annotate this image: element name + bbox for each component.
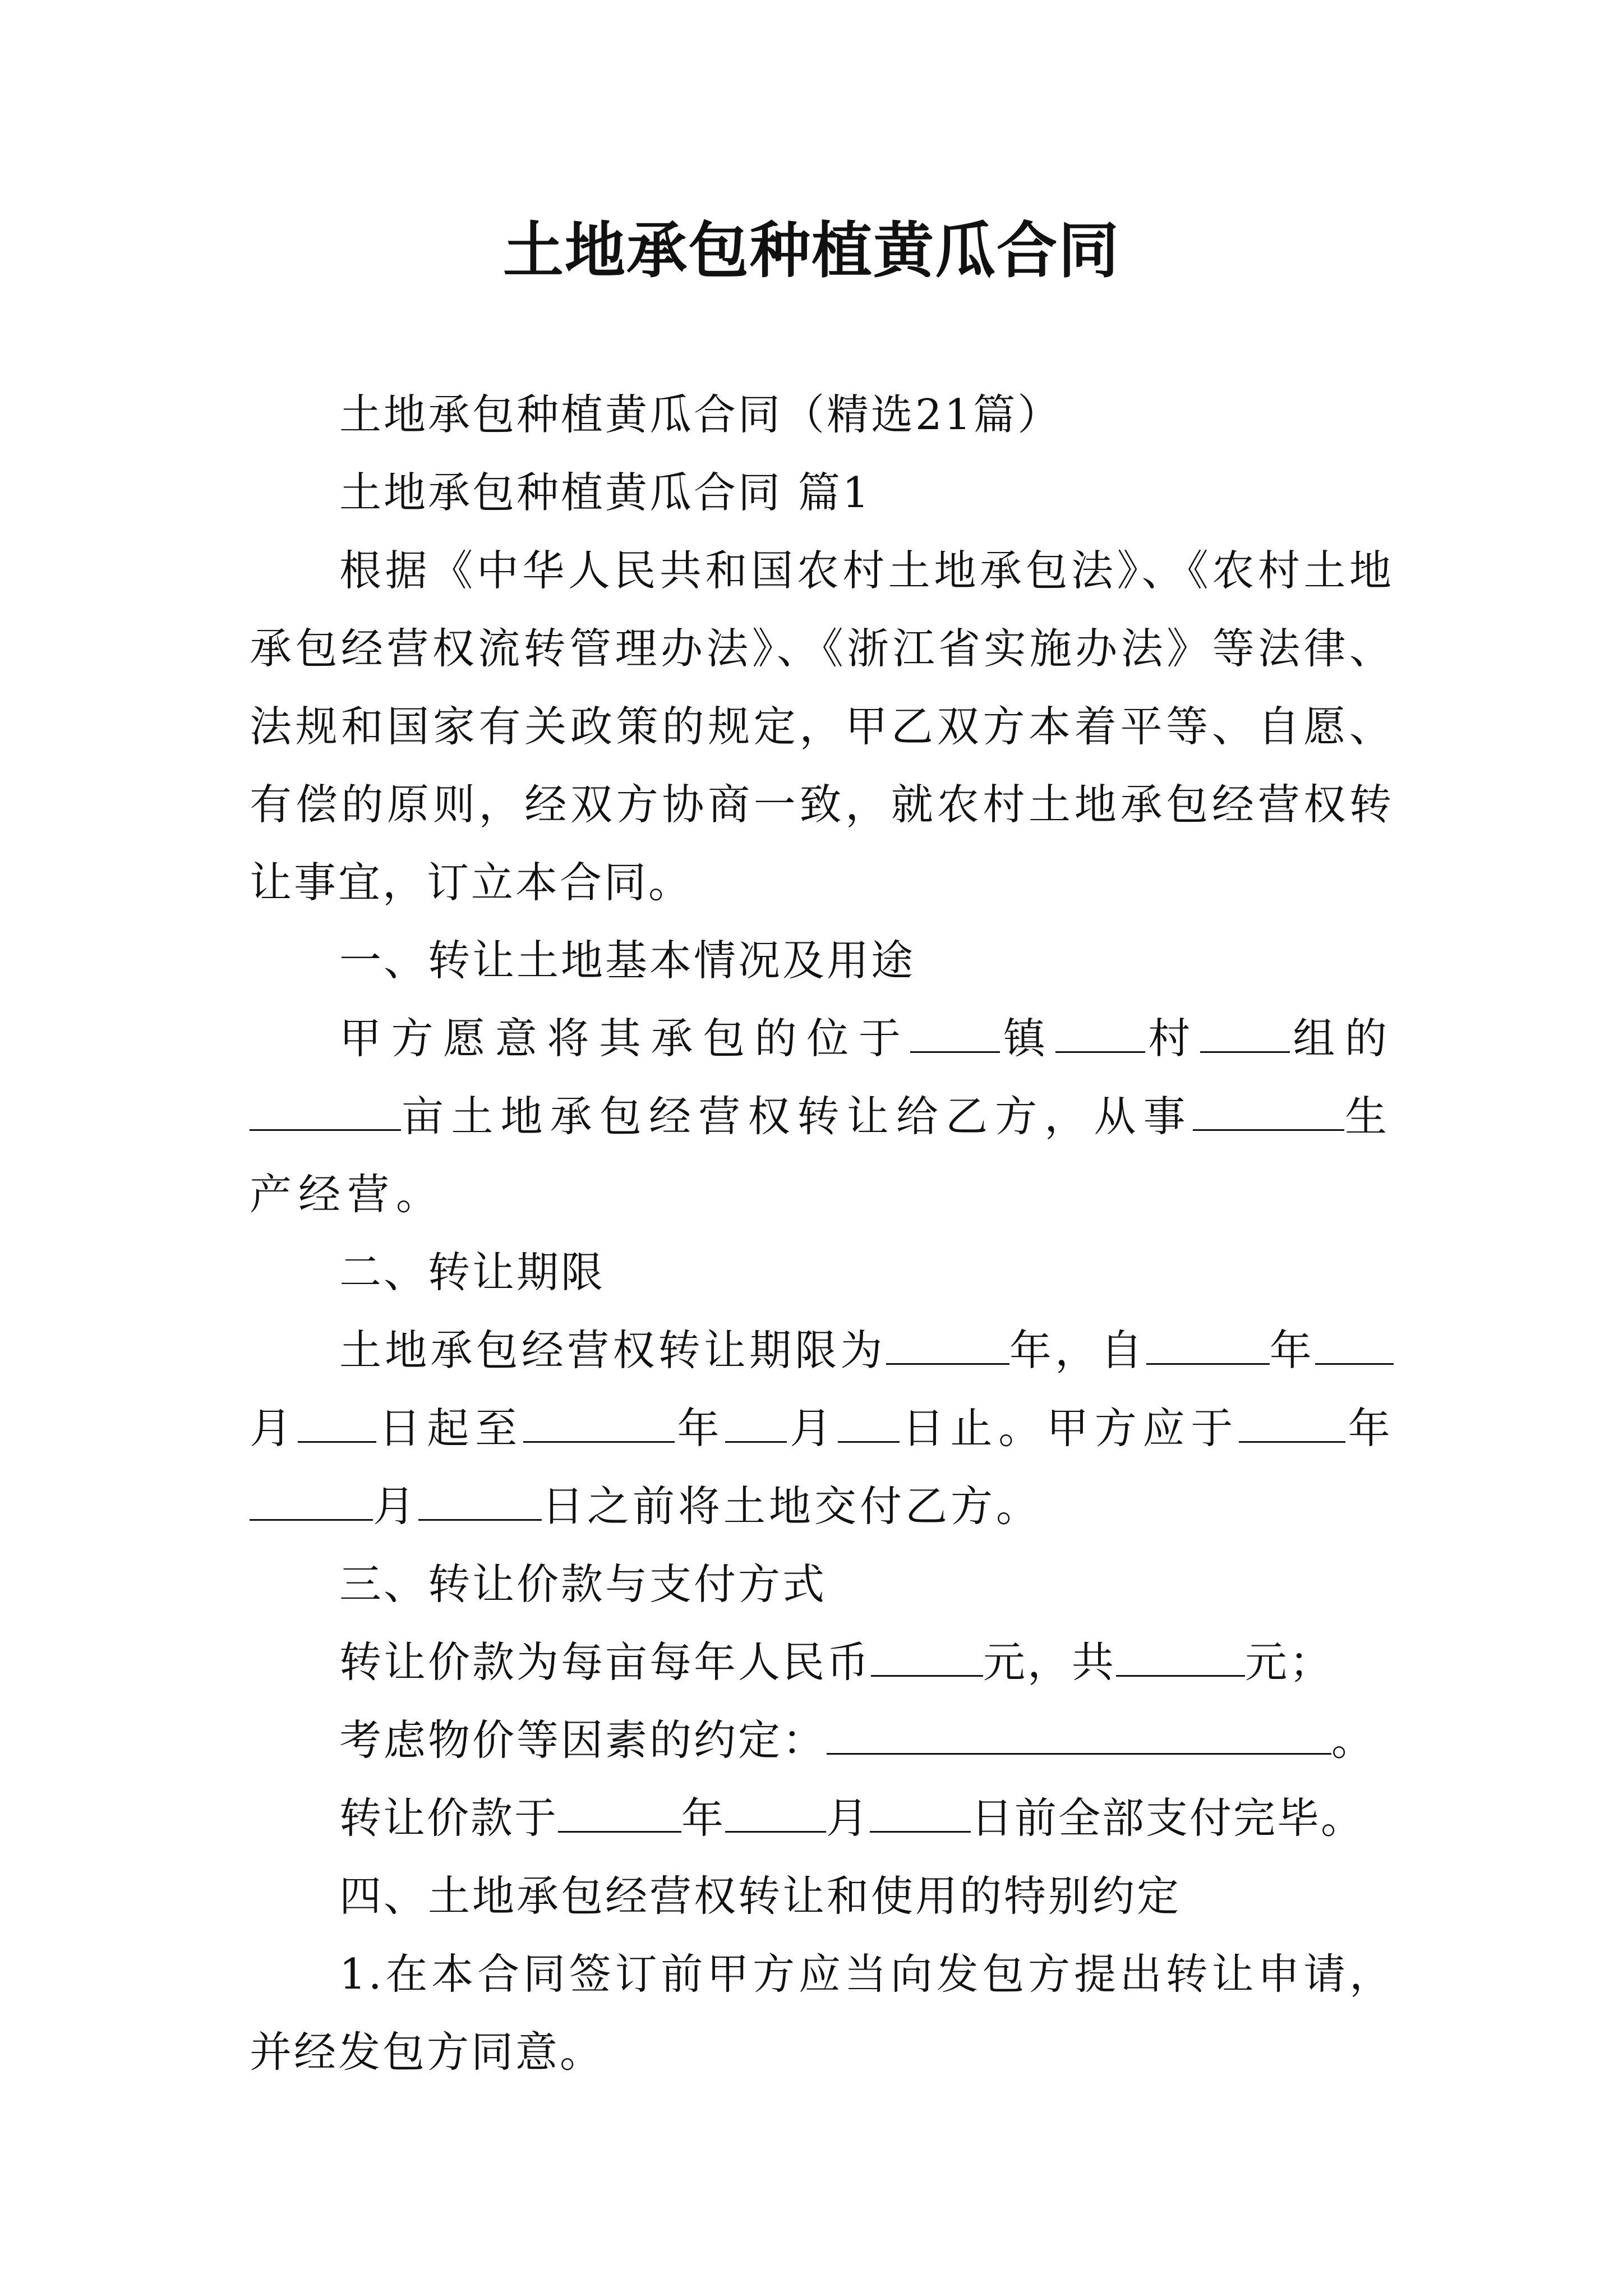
blank-field-pay-day (870, 1792, 971, 1833)
text-segment: 年，自 (1009, 1326, 1146, 1375)
text-segment: 镇 (1000, 1014, 1055, 1063)
text-segment: 年 (1345, 1404, 1394, 1453)
paragraph-intro: 根据《中华人民共和国农村土地承包法》、《农村土地承包经营权流转管理办法》、《浙江省实施办法》等法律、法规和国家有关政策的规定，甲乙双方本着平等、自愿、有偿的原则，经双方协商一致，就农村土地承包经营权转让事宜，订立本合同。 (250, 546, 1394, 907)
text-segment: 年 (1269, 1326, 1315, 1375)
blank-field-start-year (1146, 1324, 1270, 1365)
blank-field-price-per-mu (871, 1636, 983, 1677)
text-segment: 组的 (1289, 1014, 1394, 1063)
blank-field-area (250, 1090, 401, 1131)
text-segment: 村 (1145, 1014, 1200, 1063)
blank-field-pay-year (558, 1792, 681, 1833)
paragraph-term (250, 1312, 1394, 1545)
text-segment: 。 (1331, 1715, 1376, 1765)
blank-field-price-total (1116, 1636, 1245, 1677)
blank-field-adjustment (827, 1714, 1331, 1755)
text-segment: 日之前将土地交付乙方。 (542, 1481, 1042, 1531)
blank-field-years (886, 1324, 1009, 1365)
paragraph-payment-date (250, 1779, 1394, 1857)
text-segment: 月 (250, 1404, 298, 1453)
text-segment: 年 (674, 1404, 726, 1453)
paragraph-price (250, 1623, 1394, 1701)
blank-field-village (1055, 1012, 1145, 1053)
blank-field-start-month (1315, 1324, 1394, 1365)
paragraph-section-title: 土地承包种植黄瓜合同 篇1 (339, 468, 872, 517)
blank-field-end-month (725, 1402, 787, 1443)
blank-field-pay-month (725, 1792, 826, 1833)
blank-field-start-day (298, 1402, 376, 1443)
text-segment: 元，共 (983, 1637, 1117, 1687)
text-segment: 月 (826, 1793, 870, 1843)
text-segment: 亩土地承包经营权转让给乙方，从事 (401, 1092, 1193, 1141)
text-segment: 月 (373, 1481, 419, 1531)
blank-field-town (910, 1012, 1000, 1053)
paragraph-price-adjustment (250, 1701, 1394, 1779)
text-segment: 土地承包经营权转让期限为 (339, 1326, 886, 1375)
blank-field-deliver-month (250, 1480, 373, 1521)
text-segment: 元； (1245, 1637, 1334, 1687)
paragraph-land-info (250, 1000, 1394, 1234)
paragraph-clause-1: 1.在本合同签订前甲方应当向发包方提出转让申请，并经发包方同意。 (250, 1949, 1394, 2077)
text-segment: 日止。甲方应于 (899, 1404, 1239, 1453)
text-segment: 日前全部支付完毕。 (971, 1793, 1365, 1843)
blank-field-deliver-day (418, 1480, 542, 1521)
blank-field-deliver-year (1239, 1402, 1345, 1443)
heading-section-3: 三、转让价款与支付方式 (339, 1559, 827, 1609)
heading-section-2: 二、转让期限 (339, 1248, 606, 1297)
text-segment: 考虑物价等因素的约定： (339, 1715, 827, 1765)
text-segment: 甲方愿意将其承包的位于 (339, 1014, 911, 1063)
blank-field-end-year (523, 1402, 675, 1443)
text-segment: 转让价款为每亩每年人民币 (339, 1637, 872, 1687)
text-segment: 生产经营。 (250, 1092, 1394, 1219)
blank-field-end-day (838, 1402, 900, 1443)
heading-section-1: 一、转让土地基本情况及用途 (339, 936, 916, 985)
paragraph-subtitle: 土地承包种植黄瓜合同（精选21篇） (339, 390, 1062, 439)
document-body (250, 376, 1394, 2091)
text-segment: 转让价款于 (339, 1793, 559, 1843)
heading-section-4: 四、土地承包经营权转让和使用的特别约定 (339, 1871, 1182, 1921)
document-title: 土地承包种植黄瓜合同 (502, 215, 1120, 286)
text-segment: 日起至 (376, 1404, 523, 1453)
text-segment: 月 (787, 1404, 838, 1453)
text-segment: 年 (681, 1793, 726, 1843)
blank-field-usage (1193, 1090, 1344, 1131)
blank-field-group (1200, 1012, 1290, 1053)
